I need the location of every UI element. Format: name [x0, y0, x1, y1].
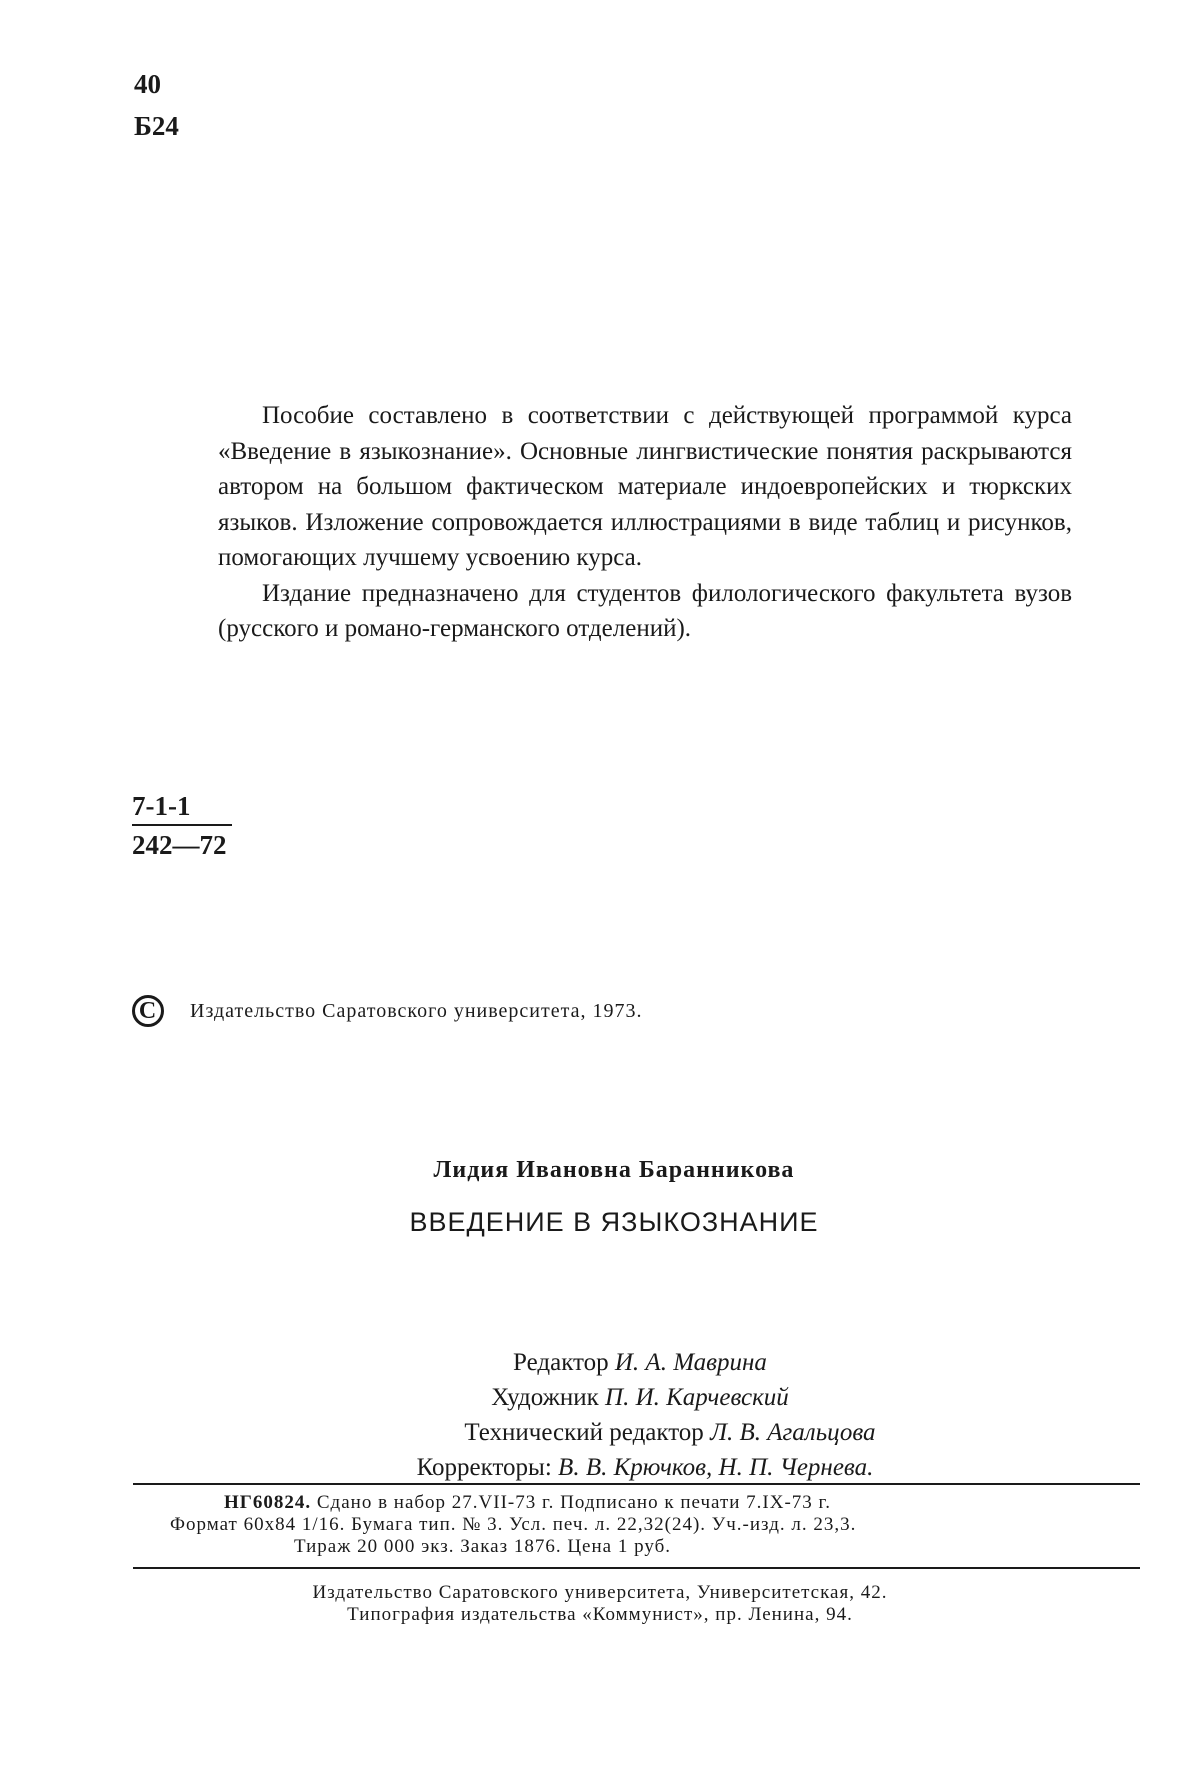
book-title: ВВЕДЕНИЕ В ЯЗЫКОЗНАНИЕ — [409, 1207, 819, 1237]
imprint-line-2: Формат 60х84 1/16. Бумага тип. № 3. Усл. печ. л. 22,32(24). Уч.-изд. л. 23,3. — [170, 1514, 857, 1535]
copyright-icon: C — [132, 995, 164, 1027]
udk-index: 40 — [134, 69, 161, 99]
imprint — [160, 1492, 1140, 1558]
annotation — [218, 398, 1072, 647]
credit-editor-name: И. А. Маврина — [614, 1349, 767, 1376]
divider-top — [133, 1483, 1140, 1485]
credit-proofreaders — [0, 1450, 1200, 1485]
credit-artist — [0, 1380, 1200, 1415]
publisher-line-1: Издательство Саратовского университета, Университетская, 42. — [312, 1582, 888, 1603]
credit-proofreaders-label: Корректоры: — [416, 1454, 552, 1481]
credit-editor — [0, 1345, 1200, 1380]
imprint-code: НГ60824. — [224, 1492, 312, 1513]
annotation-paragraph-2: Издание предназначено для студентов филологического факультета вузов (русского и романо-германского отделений). — [218, 579, 1072, 642]
credit-artist-label: Художник — [491, 1384, 599, 1411]
credit-tech-editor — [0, 1415, 1200, 1450]
copyright-notice — [132, 995, 643, 1027]
code-denominator: 242—72 — [132, 830, 227, 860]
code-numerator: 7-1-1 — [132, 790, 232, 826]
imprint-line-1 — [160, 1492, 1140, 1514]
divider-bottom — [133, 1567, 1140, 1569]
bbk-index: Б24 — [134, 111, 179, 141]
classification-code — [132, 790, 232, 862]
credit-tech-editor-label: Технический редактор — [464, 1419, 704, 1446]
copyright-text: Издательство Саратовского университета, 1973. — [190, 999, 643, 1022]
credit-proofreaders-names: В. В. Крючков, Н. П. Чернева. — [558, 1454, 874, 1481]
publisher-line-2: Типография издательства «Коммунист», пр. Ленина, 94. — [347, 1604, 853, 1625]
imprint-line-3: Тираж 20 000 экз. Заказ 1876. Цена 1 руб. — [294, 1536, 672, 1557]
credit-tech-editor-name: Л. В. Агальцова — [710, 1419, 876, 1446]
credits — [0, 1345, 1200, 1485]
author-name: Лидия Ивановна Баранникова — [433, 1157, 795, 1183]
annotation-paragraph-1: Пособие составлено в соответствии с действующей программой курса «Введение в языкознание». Основные лингвистические понятия раскрываются автором на большом фактическом материале индоевропейских и тюркских языков. Изложение сопровождается иллюстрациями в виде таблиц и рисунков, помогающих лучшему усвоению курса. — [218, 402, 1072, 571]
publisher-info — [0, 1582, 1200, 1626]
credit-artist-name: П. И. Карчевский — [605, 1384, 789, 1411]
imprint-dates: Сдано в набор 27.VII-73 г. Подписано к печати 7.IX-73 г. — [316, 1492, 831, 1513]
credit-editor-label: Редактор — [513, 1349, 609, 1376]
